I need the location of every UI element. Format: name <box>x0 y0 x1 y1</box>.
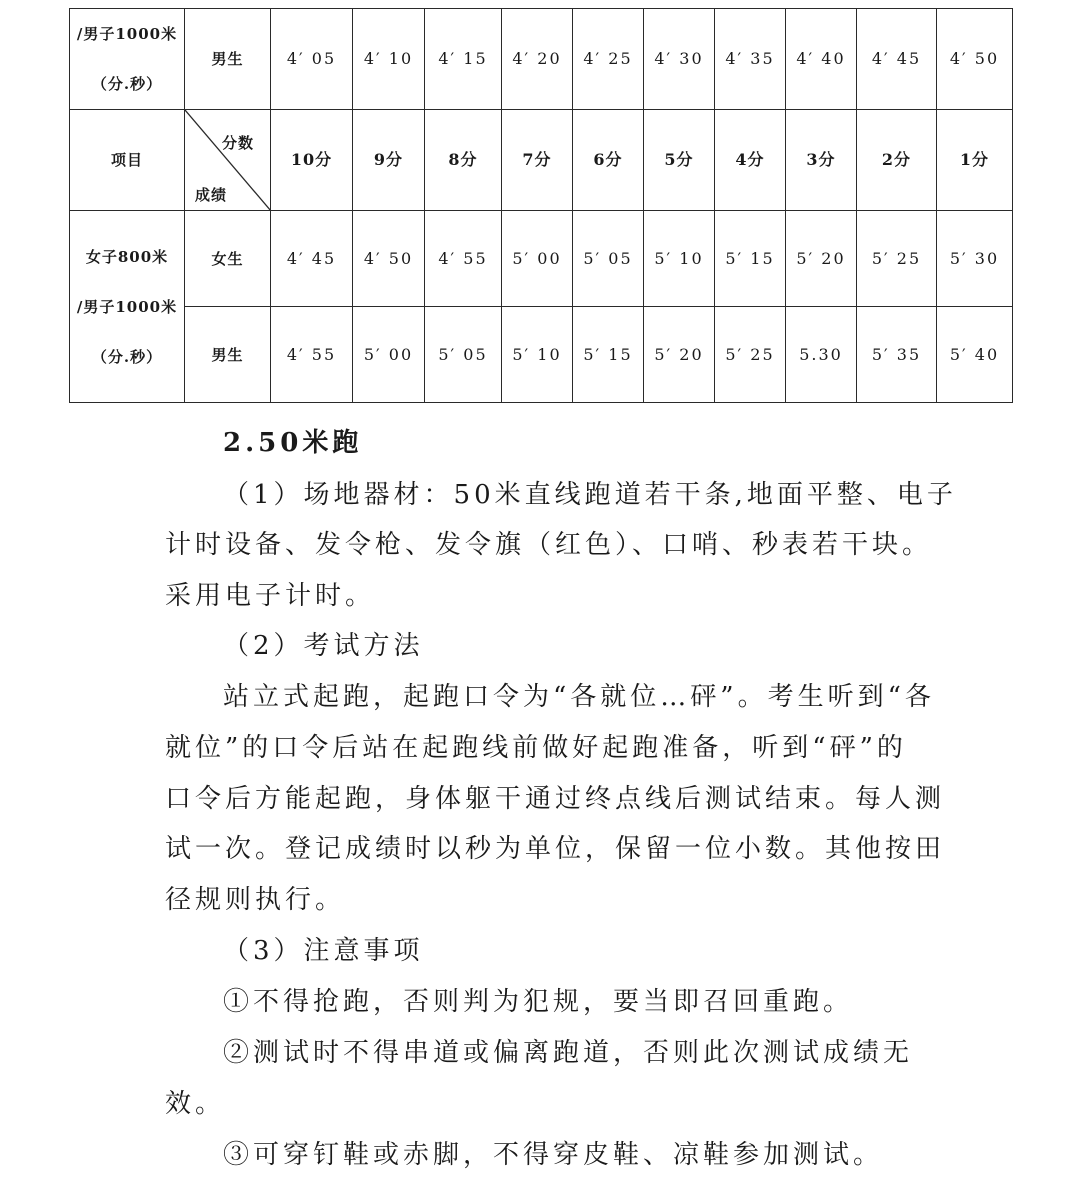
score-cell: 5分 <box>644 110 715 211</box>
score-cell: 8分 <box>425 110 502 211</box>
time-cell: 4′ 35 <box>715 9 786 110</box>
time-cell: 5′ 15 <box>715 211 786 307</box>
project-bottom-line2: /男子1000米 <box>76 297 178 316</box>
note-item: ①不得抢跑，否则判为犯规，要当即召回重跑。 <box>223 987 854 1017</box>
subheading: （2）考试方法 <box>223 631 424 661</box>
paragraph-line: 采用电子计时。 <box>165 581 376 611</box>
score-table <box>69 8 1013 403</box>
time-cell: 4′ 40 <box>786 9 857 110</box>
paragraph-line: 计时设备、发令枪、发令旗（红色）、口哨、秒表若干块。 <box>165 530 933 560</box>
time-cell: 5′ 20 <box>786 211 857 307</box>
gender-male-bottom: 男生 <box>185 307 271 403</box>
project-cell-bottom <box>70 211 185 403</box>
paragraph-line: 就位”的口令后站在起跑线前做好起跑准备，听到“砰”的 <box>165 733 907 763</box>
time-cell: 4′ 20 <box>502 9 573 110</box>
time-cell: 5′ 20 <box>644 307 715 403</box>
time-cell: 5′ 25 <box>857 211 937 307</box>
score-cell: 4分 <box>715 110 786 211</box>
time-cell: 5′ 30 <box>937 211 1013 307</box>
table-row-female <box>70 211 1013 307</box>
time-cell: 4′ 45 <box>857 9 937 110</box>
gender-male-top: 男生 <box>185 9 271 110</box>
section-title: 2.50米跑 <box>223 428 363 458</box>
subheading: （3）注意事项 <box>223 936 424 966</box>
time-cell: 4′ 05 <box>271 9 353 110</box>
time-cell: 5′ 25 <box>715 307 786 403</box>
table-row-male <box>70 307 1013 403</box>
project-bottom-line3: （分.秒） <box>91 347 163 366</box>
note-item: ③可穿钉鞋或赤脚，不得穿皮鞋、凉鞋参加测试。 <box>223 1140 884 1170</box>
paragraph-line: （1）场地器材：50米直线跑道若干条,地面平整、电子 <box>223 480 957 510</box>
score-cell: 7分 <box>502 110 573 211</box>
table-header-row <box>70 110 1013 211</box>
project-header: 项目 <box>70 110 185 211</box>
time-cell: 4′ 15 <box>425 9 502 110</box>
time-cell: 4′ 25 <box>573 9 644 110</box>
note-item: ②测试时不得串道或偏离跑道，否则此次测试成绩无 <box>223 1038 914 1068</box>
time-cell: 4′ 55 <box>271 307 353 403</box>
score-cell: 9分 <box>353 110 425 211</box>
time-cell: 5′ 40 <box>937 307 1013 403</box>
time-cell: 4′ 50 <box>937 9 1013 110</box>
table-row-top-male <box>70 9 1013 110</box>
time-cell: 4′ 50 <box>353 211 425 307</box>
paragraph-line: 站立式起跑，起跑口令为“各就位…砰”。考生听到“各 <box>223 682 935 712</box>
project-top-line1: /男子1000米 <box>76 25 178 43</box>
score-cell: 3分 <box>786 110 857 211</box>
time-cell: 4′ 10 <box>353 9 425 110</box>
time-cell: 4′ 55 <box>425 211 502 307</box>
project-bottom-line1: 女子800米 <box>85 247 169 266</box>
score-cell: 10分 <box>271 110 353 211</box>
time-cell: 5′ 10 <box>644 211 715 307</box>
paragraph-line: 口令后方能起跑，身体躯干通过终点线后测试结束。每人测 <box>165 784 946 814</box>
score-cell: 2分 <box>857 110 937 211</box>
project-top-line2: （分.秒） <box>91 75 163 93</box>
paragraph-line: 试一次。登记成绩时以秒为单位，保留一位小数。其他按田 <box>165 834 946 864</box>
time-cell: 5′ 05 <box>573 211 644 307</box>
time-cell: 5.30 <box>786 307 857 403</box>
diagonal-header-cell <box>185 110 271 211</box>
time-cell: 5′ 10 <box>502 307 573 403</box>
note-item-continuation: 效。 <box>165 1089 226 1119</box>
score-cell: 6分 <box>573 110 644 211</box>
time-cell: 4′ 30 <box>644 9 715 110</box>
project-cell-top <box>70 9 185 110</box>
time-cell: 5′ 15 <box>573 307 644 403</box>
time-cell: 5′ 00 <box>502 211 573 307</box>
time-cell: 5′ 00 <box>353 307 425 403</box>
result-label: 成绩 <box>195 186 228 204</box>
time-cell: 4′ 45 <box>271 211 353 307</box>
time-cell: 5′ 35 <box>857 307 937 403</box>
score-label: 分数 <box>221 134 254 152</box>
time-cell: 5′ 05 <box>425 307 502 403</box>
paragraph-line: 径规则执行。 <box>165 885 346 915</box>
score-cell: 1分 <box>937 110 1013 211</box>
gender-female: 女生 <box>185 211 271 307</box>
